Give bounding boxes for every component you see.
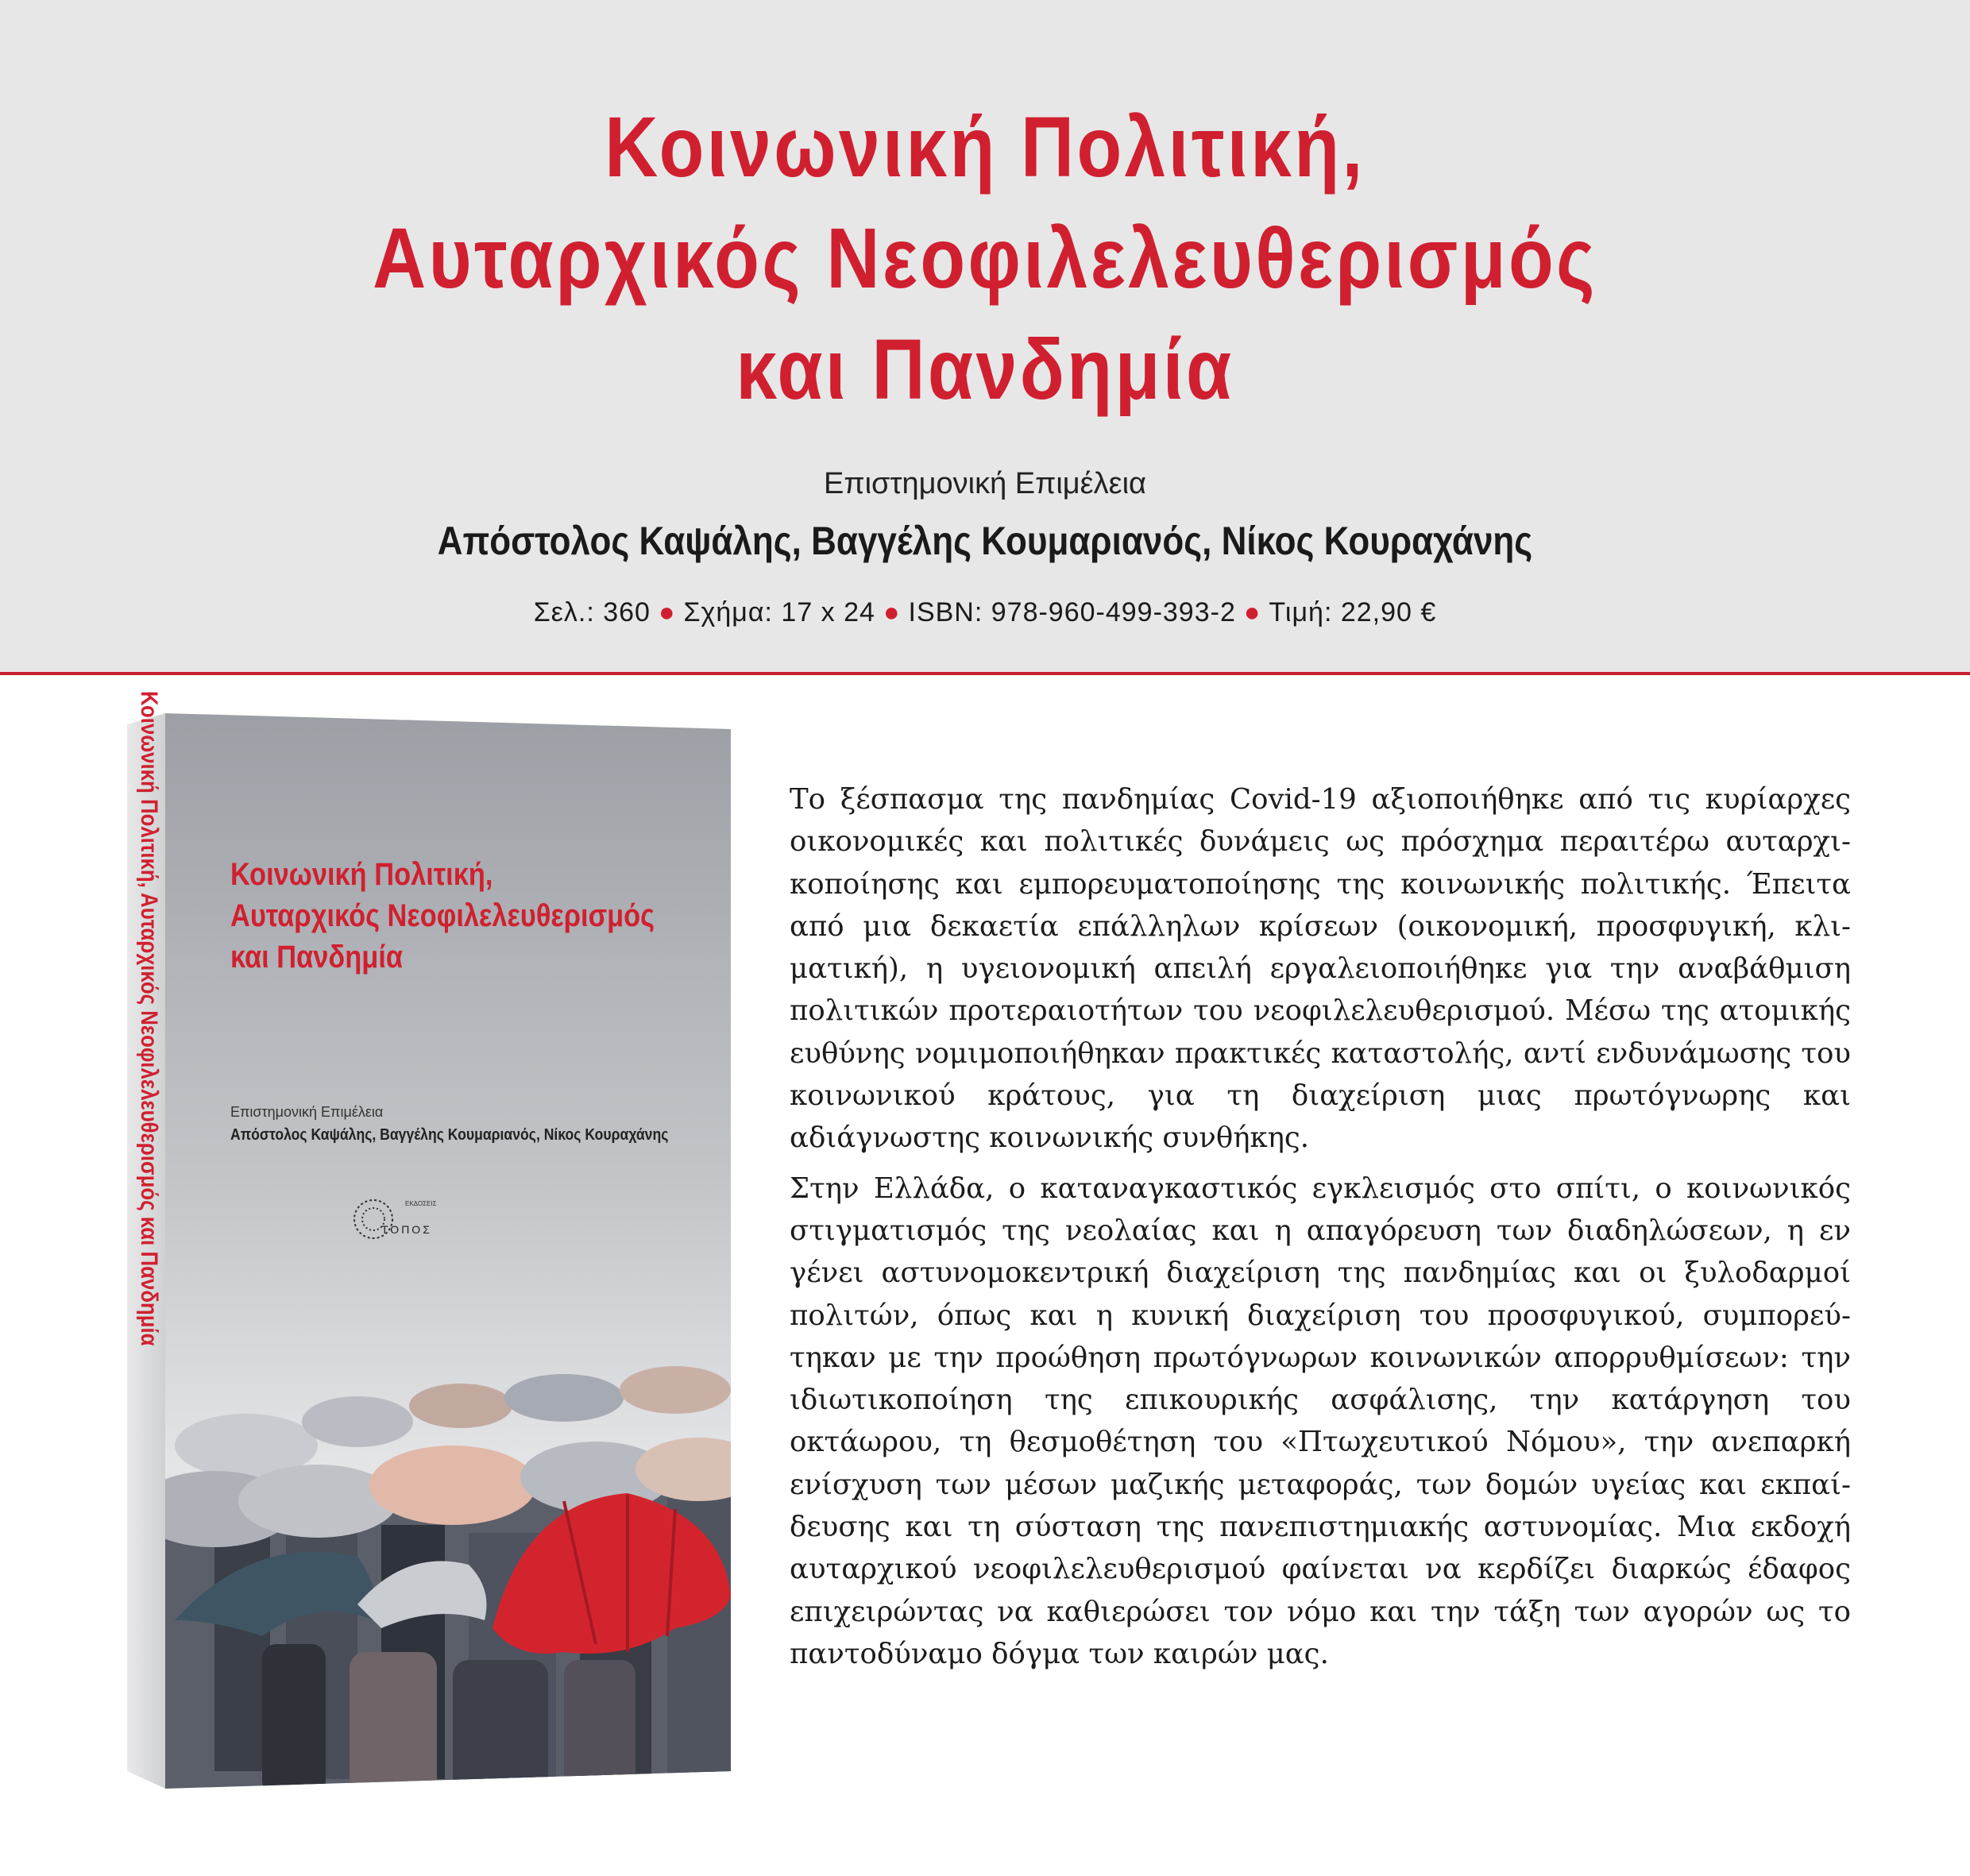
title-line-2: Αυταρχικός Νεοφιλελευθερισμός <box>373 210 1597 306</box>
publisher-name: ΤΟΠΟΣ <box>381 1223 432 1236</box>
bullet-icon: ● <box>883 597 901 627</box>
title-line-1: Κοινωνική Πολιτική, <box>605 98 1365 195</box>
cover-title-line-1: Κοινωνική Πολιτική, <box>230 857 493 892</box>
meta-format: Σχήμα: 17 x 24 <box>683 597 875 627</box>
bullet-icon: ● <box>658 597 676 627</box>
book-meta <box>0 597 1970 628</box>
spine-title <box>135 691 162 1501</box>
bullet-icon: ● <box>1243 597 1261 627</box>
cover-title-line-2: Αυταρχικός Νεοφιλελευθερισμός <box>230 898 655 933</box>
publisher-prefix: ΕΚΔΟΣΕΙΣ <box>405 1200 437 1207</box>
meta-price: Τιμή: 22,90 € <box>1269 597 1437 627</box>
spine-title-text: Κοινωνική Πολιτική, Αυταρχικός Νεοφιλελευθερισμός και Πανδημία <box>136 691 162 1346</box>
book-description <box>790 778 1851 1683</box>
page-title <box>138 91 1833 425</box>
meta-isbn: ISBN: 978-960-499-393-2 <box>908 597 1236 627</box>
cover-editor-label: Επιστημονική Επιμέλεια <box>230 1104 384 1120</box>
editors: Απόστολος Καψάλης, Βαγγέλης Κουμαριανός, Νίκος Κουραχάνης <box>437 519 1533 563</box>
cover-title-line-3: και Πανδημία <box>230 940 404 975</box>
description-paragraph-2: Στην Ελλάδα, ο καταναγκαστικός εγκλεισμός στο σπίτι, ο κοινωνικός στιγματισμός της νεολαίας και η απαγόρευση των διαδηλώσεων, η εν γένει αστυνομοκεντρική διαχείριση της πανδημίας και οι ξυλοδαρμοί πολιτών, όπως και η κυνική διαχείριση του προσφυγικού, συμπορεύτηκαν με την προώθηση πρωτόγνωρων κοινωνικών απορρυθμίσεων: την ιδιωτικοποίηση της επικουρικής ασφάλισης, την κατάργηση του οκτάωρου, τη θεσμοθέτηση του «Πτωχευτικού Νόμου», την ανεπαρκή ενίσχυση των μέσων μαζικής μεταφοράς, των δομών υγείας και εκπαίδευσης και τη σύσταση της πανεπιστημιακής αστυνομίας. Μια εκδοχή αυταρχικού νεοφιλελευθερισμού φαίνεται να κερδίζει διαρκώς έδαφος επιχειρώντας να καθιερώσει τον νόμο και την τάξη των αγορών ως το παντοδύναμο δόγμα των καιρών μας. <box>790 1172 1851 1670</box>
book-cover-image <box>119 691 755 1795</box>
cover-title <box>230 854 722 978</box>
meta-pages: Σελ.: 360 <box>533 597 651 627</box>
cover-editors: Απόστολος Καψάλης, Βαγγέλης Κουμαριανός, Νίκος Κουραχάνης <box>230 1126 669 1144</box>
publisher-logo-icon <box>350 1191 461 1247</box>
title-line-3: και Πανδημία <box>736 321 1234 417</box>
editor-label: Επιστημονική Επιμέλεια <box>824 467 1146 500</box>
description-paragraph-1: Το ξέσπασμα της πανδημίας Covid-19 αξιοποιήθηκε από τις κυρίαρχες οικονομικές και πολιτικές δυνάμεις ως πρόσχημα περαιτέρω αυταρχικοποίησης και εμπορευματοποίησης της κοινωνικής πολιτικής. Έπειτα από μια δεκαετία επάλληλων κρίσεων (οικονομική, προσφυγική, κλιματική), η υγειονομική απειλή εργαλειοποιήθηκε για την αναβάθμιση πολιτικών προτεραιοτήτων του νεοφιλελευθερισμού. Μέσω της ατομικής ευθύνης νομιμοποιήθηκαν πρακτικές καταστολής, αντί ενδυνάμωσης του κοινωνικού κράτους, για τη διαχείριση μιας πρωτόγνωρης και αδιάγνωστης κοινωνικής συνθήκης. <box>790 783 1851 1155</box>
header-band <box>0 0 1970 675</box>
